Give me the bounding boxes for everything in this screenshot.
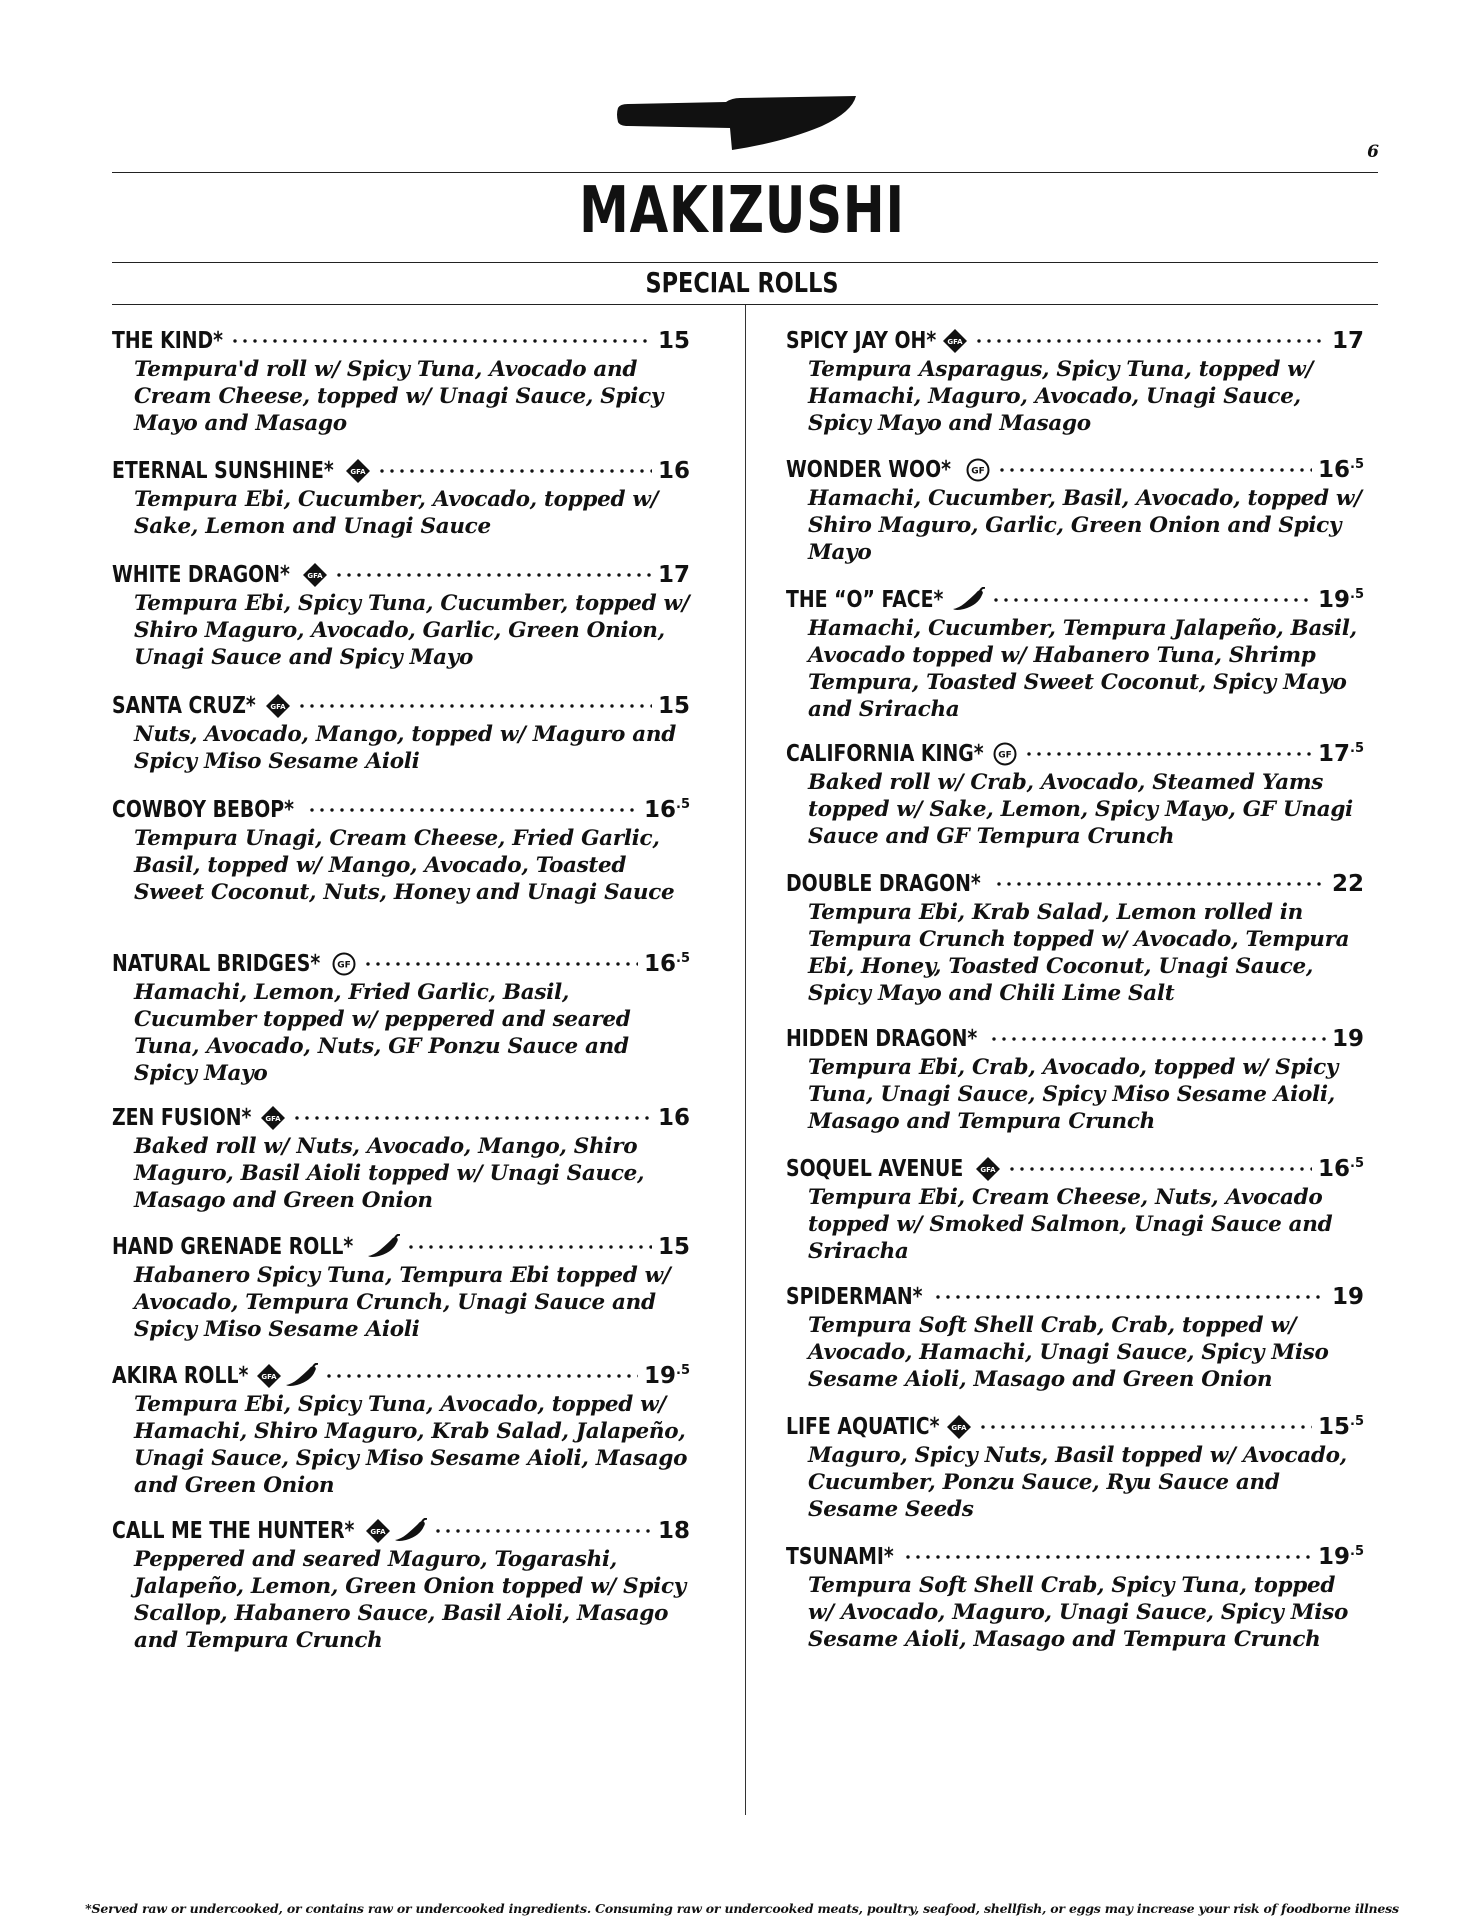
dot-leader bbox=[363, 961, 638, 967]
price-whole: 15 bbox=[1318, 1414, 1351, 1440]
dot-leader bbox=[974, 338, 1326, 344]
menu-item-badges bbox=[265, 693, 291, 719]
price-fraction: .5 bbox=[1350, 457, 1364, 472]
gluten-free-available-icon bbox=[942, 328, 968, 354]
price-whole: 19 bbox=[644, 1363, 677, 1389]
menu-item bbox=[786, 1412, 1364, 1523]
menu-item-description: Tempura Ebi, Crab, Avocado, topped w/ Spicy Tuna, Unagi Sauce, Spicy Miso Sesame Aioli, Masago and Tempura Crunch bbox=[808, 1055, 1339, 1134]
menu-item bbox=[112, 1232, 690, 1343]
menu-item-description: Tempura'd roll w/ Spicy Tuna, Avocado and Cream Cheese, topped w/ Unagi Sauce, Spicy Mayo and Masago bbox=[134, 357, 664, 436]
menu-item-price bbox=[1318, 741, 1364, 767]
dot-leader bbox=[334, 572, 652, 578]
menu-item-name: WHITE DRAGON* bbox=[112, 562, 290, 588]
raw-food-disclaimer: *Served raw or undercooked, or contains raw or undercooked ingredients. Consuming raw or undercooked meats, poultry, seafood, shellfish, or eggs may increase your risk of foodborne illness bbox=[85, 1901, 1399, 1916]
menu-item-name: NATURAL BRIDGES* bbox=[112, 951, 321, 977]
svg-text:GF: GF bbox=[337, 960, 351, 971]
dot-leader bbox=[991, 597, 1312, 603]
dot-leader bbox=[997, 467, 1312, 473]
menu-item-header bbox=[112, 1516, 690, 1546]
menu-item-name: ETERNAL SUNSHINE* bbox=[112, 458, 334, 484]
price-whole: 19 bbox=[1318, 587, 1351, 613]
gluten-free-icon bbox=[965, 457, 991, 483]
menu-item-description: Hamachi, Cucumber, Tempura Jalapeño, Basil, Avocado topped w/ Habanero Tuna, Shrimp Tempura, Toasted Sweet Coconut, Spicy Mayo and Sriracha bbox=[808, 616, 1357, 722]
menu-item-name: THE “O” FACE* bbox=[786, 587, 944, 613]
menu-item-header bbox=[112, 560, 690, 590]
spicy-pepper-icon bbox=[393, 1518, 427, 1544]
menu-item-header bbox=[786, 1154, 1364, 1184]
menu-item-description: Tempura Ebi, Spicy Tuna, Avocado, topped w/ Hamachi, Shiro Maguro, Krab Salad, Jalapeño, Unagi Sauce, Spicy Miso Sesame Aioli, Masago and Green Onion bbox=[134, 1392, 688, 1498]
menu-item-price bbox=[1332, 1026, 1364, 1052]
menu-item-name: SOQUEL AVENUE bbox=[786, 1156, 964, 1182]
menu-item-description: Hamachi, Lemon, Fried Garlic, Basil, Cucumber topped w/ peppered and seared Tuna, Avocado, Nuts, GF Ponzu Sauce and Spicy Mayo bbox=[134, 980, 631, 1086]
menu-item-name: CALL ME THE HUNTER* bbox=[112, 1518, 355, 1544]
menu-item bbox=[112, 1103, 690, 1214]
knife-logo-icon bbox=[614, 92, 858, 154]
menu-item-price bbox=[658, 1234, 690, 1260]
menu-item-description: Tempura Unagi, Cream Cheese, Fried Garlic, Basil, topped w/ Mango, Avocado, Toasted Sweet Coconut, Nuts, Honey and Unagi Sauce bbox=[134, 826, 675, 905]
menu-item-header bbox=[786, 455, 1364, 485]
menu-item-header bbox=[112, 1103, 690, 1133]
dot-leader bbox=[994, 881, 1326, 887]
title-divider bbox=[112, 262, 1378, 263]
svg-text:GFA: GFA bbox=[947, 338, 963, 346]
menu-item-badges bbox=[946, 1414, 972, 1440]
menu-item-badges bbox=[951, 587, 985, 613]
svg-text:GFA: GFA bbox=[980, 1166, 996, 1174]
menu-item bbox=[112, 1516, 690, 1654]
menu-item-name: CALIFORNIA KING* bbox=[786, 741, 984, 767]
menu-item bbox=[786, 455, 1364, 566]
menu-item-badges bbox=[942, 328, 968, 354]
menu-item bbox=[112, 456, 690, 540]
menu-item-description: Maguro, Spicy Nuts, Basil topped w/ Avocado, Cucumber, Ponzu Sauce, Ryu Sauce and Sesame Seeds bbox=[808, 1443, 1347, 1522]
menu-item bbox=[112, 949, 690, 1087]
menu-item-header bbox=[786, 1542, 1364, 1572]
menu-item-header bbox=[786, 585, 1364, 615]
menu-item-price bbox=[658, 562, 690, 588]
menu-item-description: Baked roll w/ Nuts, Avocado, Mango, Shiro Maguro, Basil Aioli topped w/ Unagi Sauce, Masago and Green Onion bbox=[134, 1134, 645, 1213]
menu-item-price bbox=[658, 328, 690, 354]
menu-item-price bbox=[658, 1105, 690, 1131]
section-subtitle: SPECIAL ROLLS bbox=[645, 266, 839, 299]
dot-leader bbox=[1007, 1166, 1312, 1172]
menu-item-price bbox=[1332, 328, 1364, 354]
top-divider bbox=[112, 172, 1378, 173]
dot-leader bbox=[292, 1115, 652, 1121]
menu-item-badges bbox=[365, 1518, 427, 1544]
menu-item-price bbox=[644, 1363, 690, 1389]
menu-item-description: Tempura Ebi, Spicy Tuna, Cucumber, topped w/ Shiro Maguro, Avocado, Garlic, Green Onion, Unagi Sauce and Spicy Mayo bbox=[134, 591, 690, 670]
dot-leader bbox=[297, 703, 652, 709]
menu-item-name: HIDDEN DRAGON* bbox=[786, 1026, 978, 1052]
menu-item bbox=[786, 585, 1364, 723]
menu-item-price bbox=[658, 1518, 690, 1544]
menu-item-price bbox=[1332, 871, 1364, 897]
price-whole: 16 bbox=[657, 1105, 690, 1131]
price-whole: 16 bbox=[644, 951, 677, 977]
menu-item-header bbox=[786, 1282, 1364, 1312]
menu-item bbox=[112, 326, 690, 437]
price-fraction: .5 bbox=[1350, 1414, 1364, 1429]
menu-item bbox=[112, 560, 690, 671]
menu-item-description: Tempura Soft Shell Crab, Crab, topped w/ Avocado, Hamachi, Unagi Sauce, Spicy Miso Sesame Aioli, Masago and Green Onion bbox=[808, 1313, 1329, 1392]
menu-item bbox=[786, 326, 1364, 437]
menu-item-price bbox=[1318, 1156, 1364, 1182]
menu-item-price bbox=[1318, 457, 1364, 483]
gluten-free-available-icon bbox=[946, 1414, 972, 1440]
price-whole: 17 bbox=[1318, 741, 1351, 767]
menu-item-header bbox=[786, 1024, 1364, 1054]
price-whole: 19 bbox=[1318, 1544, 1351, 1570]
menu-item-badges bbox=[975, 1156, 1001, 1182]
menu-item bbox=[112, 795, 690, 906]
gluten-free-available-icon bbox=[256, 1363, 282, 1389]
price-whole: 16 bbox=[1318, 457, 1351, 483]
svg-text:GFA: GFA bbox=[350, 468, 366, 476]
menu-item-badges bbox=[992, 741, 1018, 767]
svg-text:GFA: GFA bbox=[370, 1528, 386, 1536]
menu-item-name: TSUNAMI* bbox=[786, 1544, 894, 1570]
menu-item-badges bbox=[345, 458, 371, 484]
dot-leader bbox=[324, 1373, 638, 1379]
gluten-free-icon bbox=[992, 741, 1018, 767]
menu-item bbox=[786, 739, 1364, 850]
menu-item-header bbox=[112, 691, 690, 721]
menu-item-name: WONDER WOO* bbox=[786, 457, 951, 483]
menu-item-name: SPIDERMAN* bbox=[786, 1284, 923, 1310]
menu-item-price bbox=[658, 693, 690, 719]
gluten-free-available-icon bbox=[365, 1518, 391, 1544]
menu-item-description: Tempura Asparagus, Spicy Tuna, topped w/ Hamachi, Maguro, Avocado, Unagi Sauce, Spicy Mayo and Masago bbox=[808, 357, 1313, 436]
page-title: MAKIZUSHI bbox=[579, 174, 905, 248]
menu-item-name: DOUBLE DRAGON* bbox=[786, 871, 981, 897]
price-whole: 19 bbox=[1331, 1026, 1364, 1052]
menu-item-description: Tempura Ebi, Krab Salad, Lemon rolled in Tempura Crunch topped w/ Avocado, Tempura Ebi, Honey, Toasted Coconut, Unagi Sauce, Spicy Mayo and Chili Lime Salt bbox=[808, 900, 1350, 1006]
price-whole: 17 bbox=[657, 562, 690, 588]
price-whole: 16 bbox=[1318, 1156, 1351, 1182]
price-fraction: .5 bbox=[676, 797, 690, 812]
price-fraction: .5 bbox=[1350, 1156, 1364, 1171]
menu-item-header bbox=[112, 1232, 690, 1262]
menu-item-name: SANTA CRUZ* bbox=[112, 693, 256, 719]
price-whole: 15 bbox=[657, 1234, 690, 1260]
menu-item-badges bbox=[260, 1105, 286, 1131]
dot-leader bbox=[933, 1294, 1326, 1300]
price-fraction: .5 bbox=[676, 951, 690, 966]
menu-item-name: THE KIND* bbox=[112, 328, 224, 354]
menu-item-header bbox=[786, 1412, 1364, 1442]
dot-leader bbox=[377, 468, 652, 474]
menu-item-description: Tempura Soft Shell Crab, Spicy Tuna, topped w/ Avocado, Maguro, Unagi Sauce, Spicy Miso Sesame Aioli, Masago and Tempura Crunch bbox=[808, 1573, 1349, 1652]
dot-leader bbox=[433, 1528, 652, 1534]
gluten-free-available-icon bbox=[975, 1156, 1001, 1182]
dot-leader bbox=[406, 1244, 652, 1250]
menu-item-name: LIFE AQUATIC* bbox=[786, 1414, 940, 1440]
svg-text:GFA: GFA bbox=[265, 1115, 281, 1123]
menu-item-price bbox=[1318, 587, 1364, 613]
spicy-pepper-icon bbox=[366, 1234, 400, 1260]
menu-item-price bbox=[1318, 1544, 1364, 1570]
dot-leader bbox=[989, 1036, 1326, 1042]
menu-item bbox=[786, 1024, 1364, 1135]
gluten-free-available-icon bbox=[265, 693, 291, 719]
menu-item-name: SPICY JAY OH* bbox=[786, 328, 937, 354]
menu-item-description: Habanero Spicy Tuna, Tempura Ebi topped w/ Avocado, Tempura Crunch, Unagi Sauce and Spicy Miso Sesame Aioli bbox=[134, 1263, 671, 1342]
dot-leader bbox=[230, 338, 652, 344]
menu-item bbox=[786, 1154, 1364, 1265]
menu-item-description: Hamachi, Cucumber, Basil, Avocado, topped w/ Shiro Maguro, Garlic, Green Onion and Spicy Mayo bbox=[808, 486, 1362, 565]
svg-text:GFA: GFA bbox=[306, 572, 323, 580]
price-whole: 15 bbox=[657, 693, 690, 719]
menu-item bbox=[112, 1361, 690, 1499]
menu-item bbox=[786, 1542, 1364, 1653]
menu-item bbox=[786, 869, 1364, 1007]
menu-item-price bbox=[1318, 1414, 1364, 1440]
svg-text:GF: GF bbox=[998, 750, 1012, 761]
price-fraction: .5 bbox=[1350, 1544, 1364, 1559]
menu-item-badges bbox=[366, 1234, 400, 1260]
menu-item-price bbox=[658, 458, 690, 484]
menu-item-badges bbox=[331, 951, 357, 977]
svg-text:GFA: GFA bbox=[261, 1373, 277, 1381]
menu-item-header bbox=[786, 869, 1364, 899]
menu-item-badges bbox=[965, 457, 991, 483]
price-whole: 15 bbox=[657, 328, 690, 354]
gluten-free-available-icon bbox=[345, 458, 371, 484]
menu-item-description: Baked roll w/ Crab, Avocado, Steamed Yams topped w/ Sake, Lemon, Spicy Mayo, GF Unagi Sauce and GF Tempura Crunch bbox=[808, 770, 1353, 849]
svg-text:GFA: GFA bbox=[951, 1424, 967, 1432]
menu-item-price bbox=[644, 951, 690, 977]
dot-leader bbox=[978, 1424, 1312, 1430]
gluten-free-available-icon bbox=[260, 1105, 286, 1131]
menu-item-name: COWBOY BEBOP* bbox=[112, 797, 294, 823]
menu-item-header bbox=[112, 326, 690, 356]
menu-item-name: HAND GRENADE ROLL* bbox=[112, 1234, 354, 1260]
price-whole: 16 bbox=[657, 458, 690, 484]
menu-item-badges bbox=[302, 562, 328, 588]
menu-item-header bbox=[786, 739, 1364, 769]
menu-item-price bbox=[644, 797, 690, 823]
spicy-pepper-icon bbox=[284, 1363, 318, 1389]
menu-item-description: Tempura Ebi, Cream Cheese, Nuts, Avocado topped w/ Smoked Salmon, Unagi Sauce and Sriracha bbox=[808, 1185, 1333, 1264]
menu-item-header bbox=[112, 456, 690, 486]
price-whole: 18 bbox=[657, 1518, 690, 1544]
price-whole: 17 bbox=[1331, 328, 1364, 354]
dot-leader bbox=[307, 807, 638, 813]
menu-item-price bbox=[1332, 1284, 1364, 1310]
page-number: 6 bbox=[1367, 142, 1379, 162]
dot-leader bbox=[903, 1554, 1312, 1560]
column-divider bbox=[745, 305, 746, 1815]
menu-item-description: Tempura Ebi, Cucumber, Avocado, topped w/ Sake, Lemon and Unagi Sauce bbox=[134, 487, 659, 539]
gluten-free-available-icon bbox=[302, 562, 328, 588]
menu-item-description: Peppered and seared Maguro, Togarashi, Jalapeño, Lemon, Green Onion topped w/ Spicy Scallop, Habanero Sauce, Basil Aioli, Masago and Tempura Crunch bbox=[134, 1547, 686, 1653]
price-fraction: .5 bbox=[676, 1363, 690, 1378]
menu-item-badges bbox=[256, 1363, 318, 1389]
price-fraction: .5 bbox=[1350, 587, 1364, 602]
menu-item-header bbox=[112, 795, 690, 825]
price-fraction: .5 bbox=[1350, 741, 1364, 756]
price-whole: 22 bbox=[1331, 871, 1364, 897]
dot-leader bbox=[1024, 751, 1312, 757]
menu-item-header bbox=[112, 1361, 690, 1391]
menu-item-name: ZEN FUSION* bbox=[112, 1105, 252, 1131]
menu-item-header bbox=[786, 326, 1364, 356]
menu-item-description: Nuts, Avocado, Mango, topped w/ Maguro and Spicy Miso Sesame Aioli bbox=[134, 722, 676, 774]
menu-item bbox=[786, 1282, 1364, 1393]
svg-text:GFA: GFA bbox=[270, 703, 286, 711]
menu-item-header bbox=[112, 949, 690, 979]
price-whole: 19 bbox=[1331, 1284, 1364, 1310]
menu-item bbox=[112, 691, 690, 775]
gluten-free-icon bbox=[331, 951, 357, 977]
price-whole: 16 bbox=[644, 797, 677, 823]
menu-item-name: AKIRA ROLL* bbox=[112, 1363, 249, 1389]
spicy-pepper-icon bbox=[951, 587, 985, 613]
svg-text:GF: GF bbox=[971, 466, 985, 477]
